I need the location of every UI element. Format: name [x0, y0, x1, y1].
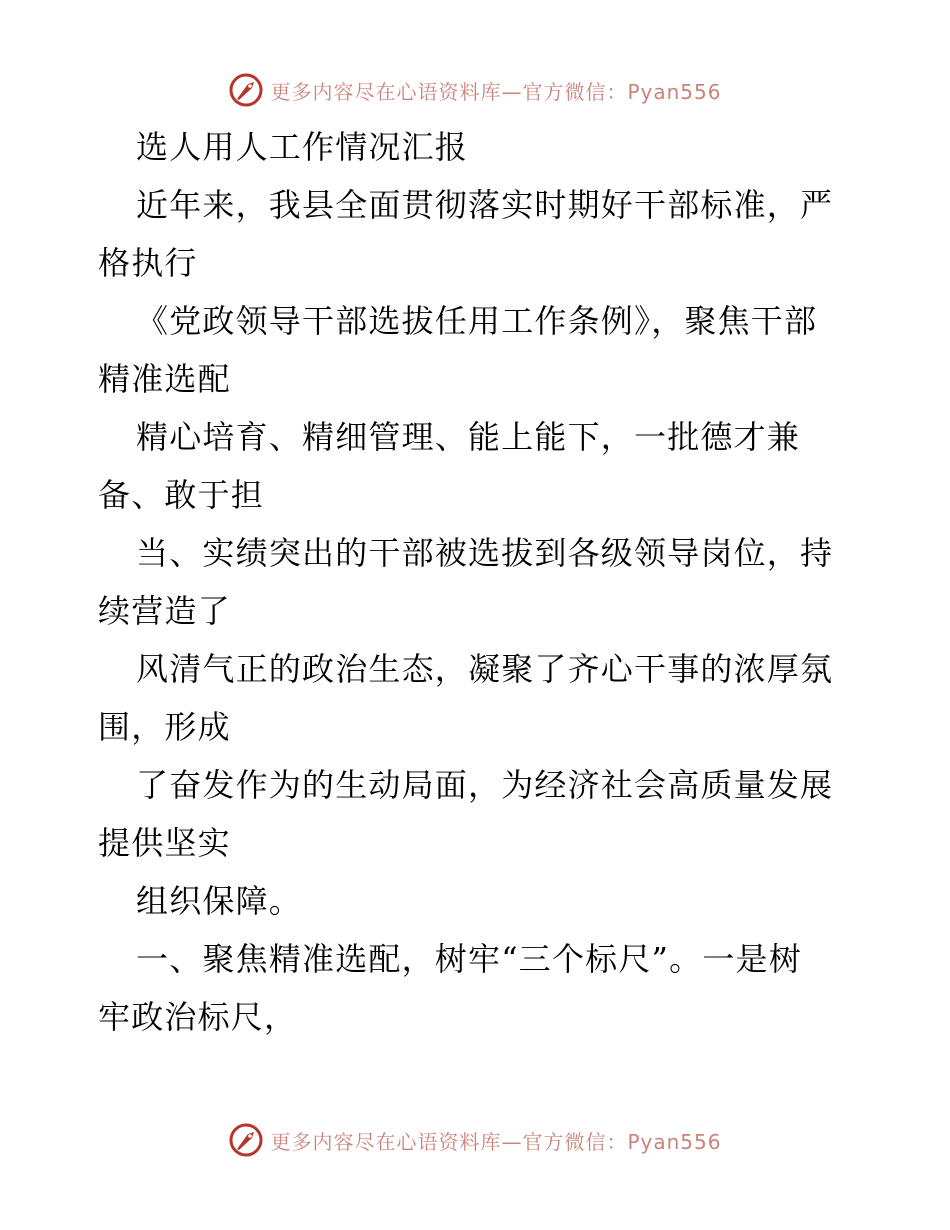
header-watermark-text: 更多内容尽在心语资料库—官方微信：Pyan556 — [270, 79, 722, 104]
paragraph-line: 精心培育、精细管理、能上能下，一批德才兼 — [136, 418, 801, 456]
paragraph-line: 《党政领导干部选拔任用工作条例》，聚焦干部 — [136, 302, 818, 340]
header-watermark — [0, 68, 950, 112]
paragraph-line: 备、敢于担 — [98, 476, 265, 514]
pen-nib-logo-icon — [228, 72, 264, 108]
pen-nib-logo-icon — [228, 1122, 264, 1158]
paragraph-line: 风清气正的政治生态，凝聚了齐心干事的浓厚氛 — [136, 650, 834, 688]
paragraph-line: 围，形成 — [98, 708, 231, 746]
paragraph-line: 精准选配 — [98, 360, 231, 398]
paragraph-line: 近年来，我县全面贯彻落实时期好干部标准，严 — [136, 186, 834, 224]
paragraph-line: 续营造了 — [98, 592, 231, 630]
section-heading-line: 一、聚焦精准选配，树牢“三个标尺”。一是树 — [136, 940, 802, 978]
paragraph-line: 了奋发作为的生动局面，为经济社会高质量发展 — [136, 766, 834, 804]
document-title: 选人用人工作情况汇报 — [136, 128, 469, 166]
footer-watermark-text: 更多内容尽在心语资料库—官方微信：Pyan556 — [270, 1129, 722, 1154]
paragraph-line: 当、实绩突出的干部被选拔到各级领导岗位，持 — [136, 534, 834, 572]
paragraph-line: 提供坚实 — [98, 824, 231, 862]
paragraph-line: 组织保障。 — [136, 882, 303, 920]
paragraph-line: 格执行 — [98, 244, 198, 282]
document-body — [98, 118, 858, 1046]
footer-watermark — [0, 1118, 950, 1162]
paragraph-line: 牢政治标尺， — [98, 998, 298, 1036]
